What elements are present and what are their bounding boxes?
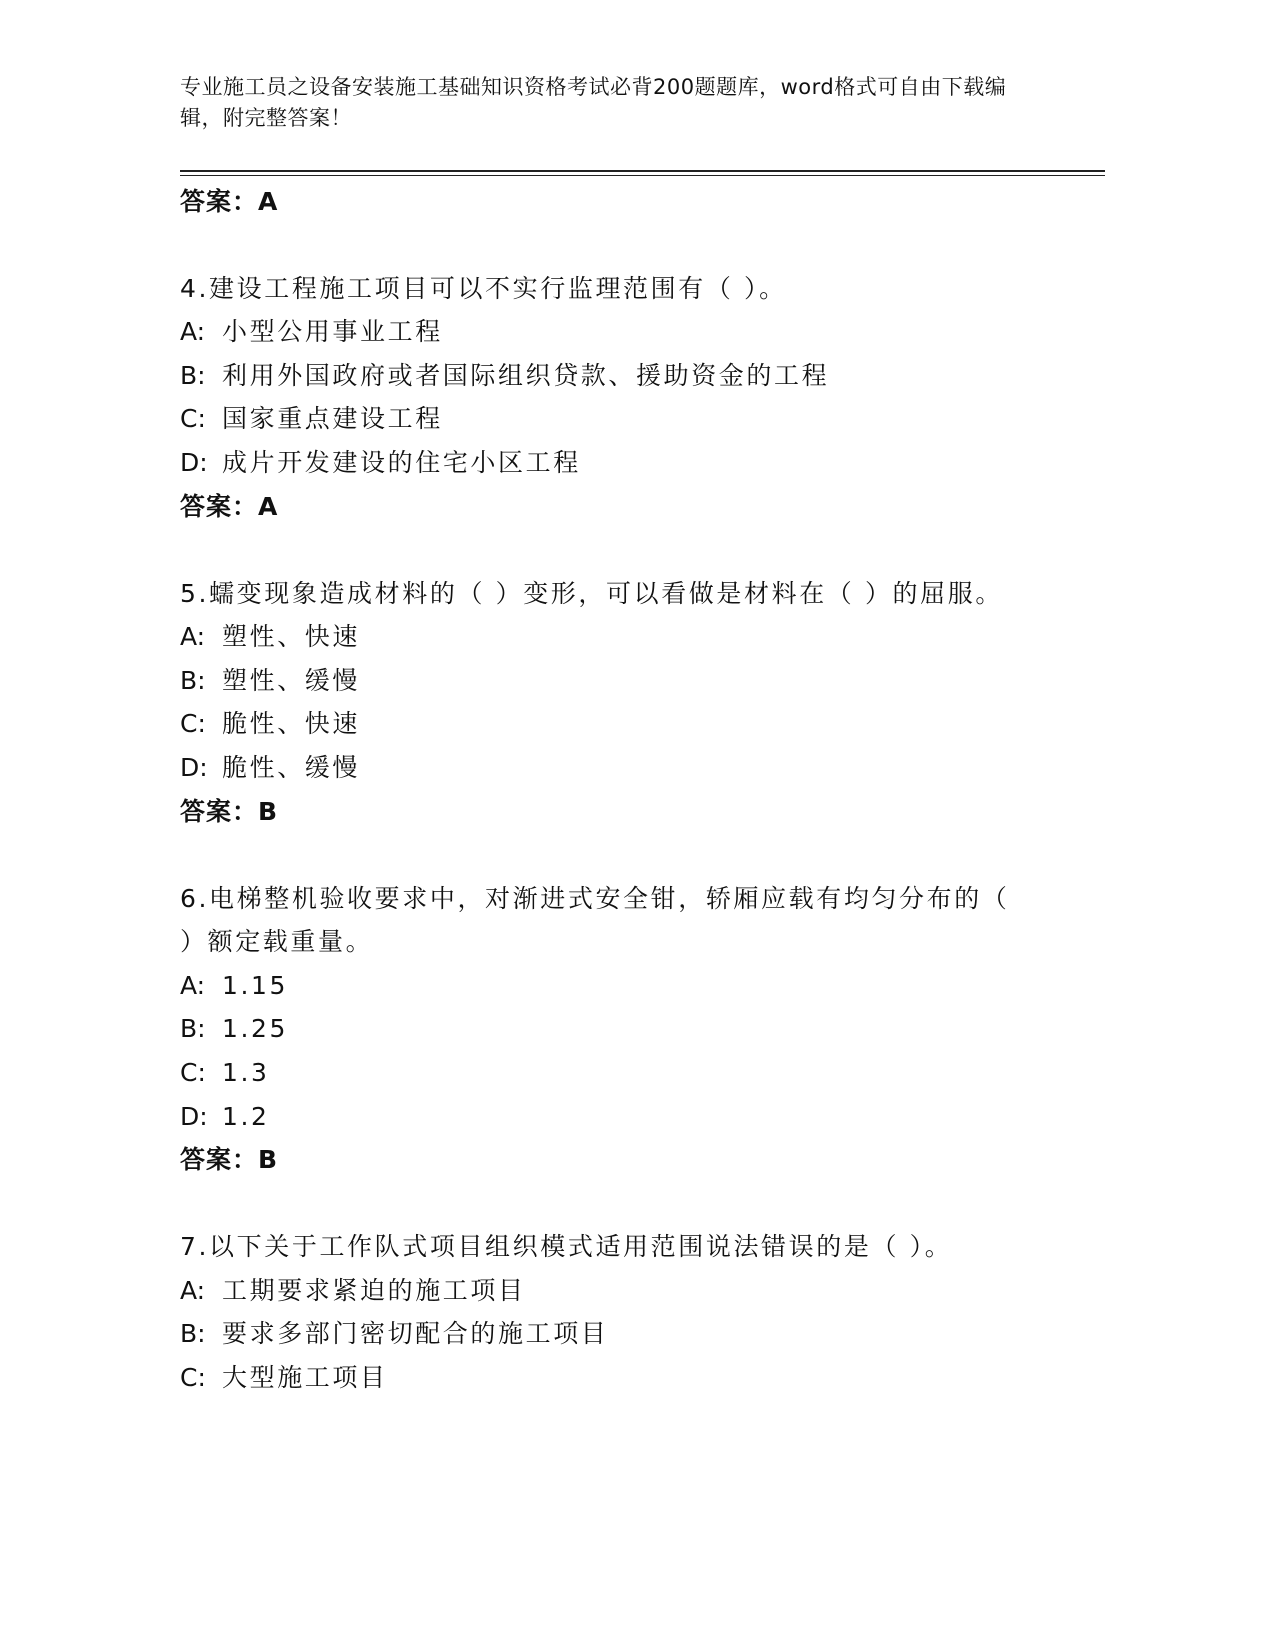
option-key: D: <box>180 448 208 477</box>
question-5-answer: 答案：B <box>180 797 279 826</box>
option-text: 利用外国政府或者国际组织贷款、援助资金的工程 <box>222 361 830 390</box>
option-key: C: <box>180 709 206 738</box>
option-key: A: <box>180 622 206 651</box>
header-divider-thick <box>180 170 1105 172</box>
option-key: C: <box>180 1058 206 1087</box>
option-text: 大型施工项目 <box>222 1363 388 1392</box>
question-4-option-c <box>180 401 1080 437</box>
option-key: C: <box>180 1363 206 1392</box>
option-key: A: <box>180 317 206 346</box>
option-text: 1.3 <box>222 1058 270 1087</box>
option-key: B: <box>180 666 206 695</box>
option-text: 1.15 <box>222 971 289 1000</box>
question-6-option-a <box>180 968 1080 1004</box>
question-5-stem: 5.蠕变现象造成材料的（ ）变形，可以看做是材料在（ ）的屈服。 <box>180 579 1003 608</box>
option-text: 脆性、缓慢 <box>222 753 361 782</box>
header-divider-thin <box>180 175 1105 176</box>
question-7-option-b <box>180 1316 1080 1352</box>
question-5-option-d <box>180 750 1080 786</box>
document-header: 专业施工员之设备安装施工基础知识资格考试必背200题题库，word格式可自由下载编辑，附完整答案！ <box>180 75 1007 130</box>
option-key: B: <box>180 361 206 390</box>
question-7-option-c <box>180 1360 1080 1396</box>
question-6-option-b <box>180 1011 1080 1047</box>
option-text: 脆性、快速 <box>222 709 361 738</box>
question-4-option-d <box>180 445 1080 481</box>
question-5-option-b <box>180 663 1080 699</box>
option-text: 塑性、缓慢 <box>222 666 361 695</box>
option-text: 1.25 <box>222 1014 289 1043</box>
option-text: 国家重点建设工程 <box>222 404 443 433</box>
option-key: B: <box>180 1319 206 1348</box>
question-6-stem-line-2: ）额定载重量。 <box>180 927 374 956</box>
question-7-option-a <box>180 1273 1080 1309</box>
question-7-stem: 7.以下关于工作队式项目组织模式适用范围说法错误的是（ ）。 <box>180 1232 953 1261</box>
option-text: 工期要求紧迫的施工项目 <box>222 1276 526 1305</box>
option-key: A: <box>180 971 206 1000</box>
option-text: 要求多部门密切配合的施工项目 <box>222 1319 609 1348</box>
question-4-option-a <box>180 314 1080 350</box>
option-text: 成片开发建设的住宅小区工程 <box>222 448 581 477</box>
option-key: B: <box>180 1014 206 1043</box>
option-key: D: <box>180 753 208 782</box>
question-6-stem-line-1: 6.电梯整机验收要求中，对渐进式安全钳，轿厢应载有均匀分布的（ <box>180 884 1010 913</box>
option-text: 小型公用事业工程 <box>222 317 443 346</box>
question-5-option-a <box>180 619 1080 655</box>
option-key: C: <box>180 404 206 433</box>
option-key: D: <box>180 1102 208 1131</box>
question-6-option-c <box>180 1055 1080 1091</box>
question-4-option-b <box>180 358 1080 394</box>
question-4-stem: 4.建设工程施工项目可以不实行监理范围有（ ）。 <box>180 274 787 303</box>
question-4-answer: 答案：A <box>180 492 279 521</box>
option-text: 1.2 <box>222 1102 270 1131</box>
option-key: A: <box>180 1276 206 1305</box>
question-5-option-c <box>180 706 1080 742</box>
question-6-option-d <box>180 1099 1080 1135</box>
previous-answer: 答案：A <box>180 187 279 216</box>
question-6-answer: 答案：B <box>180 1145 279 1174</box>
option-text: 塑性、快速 <box>222 622 361 651</box>
